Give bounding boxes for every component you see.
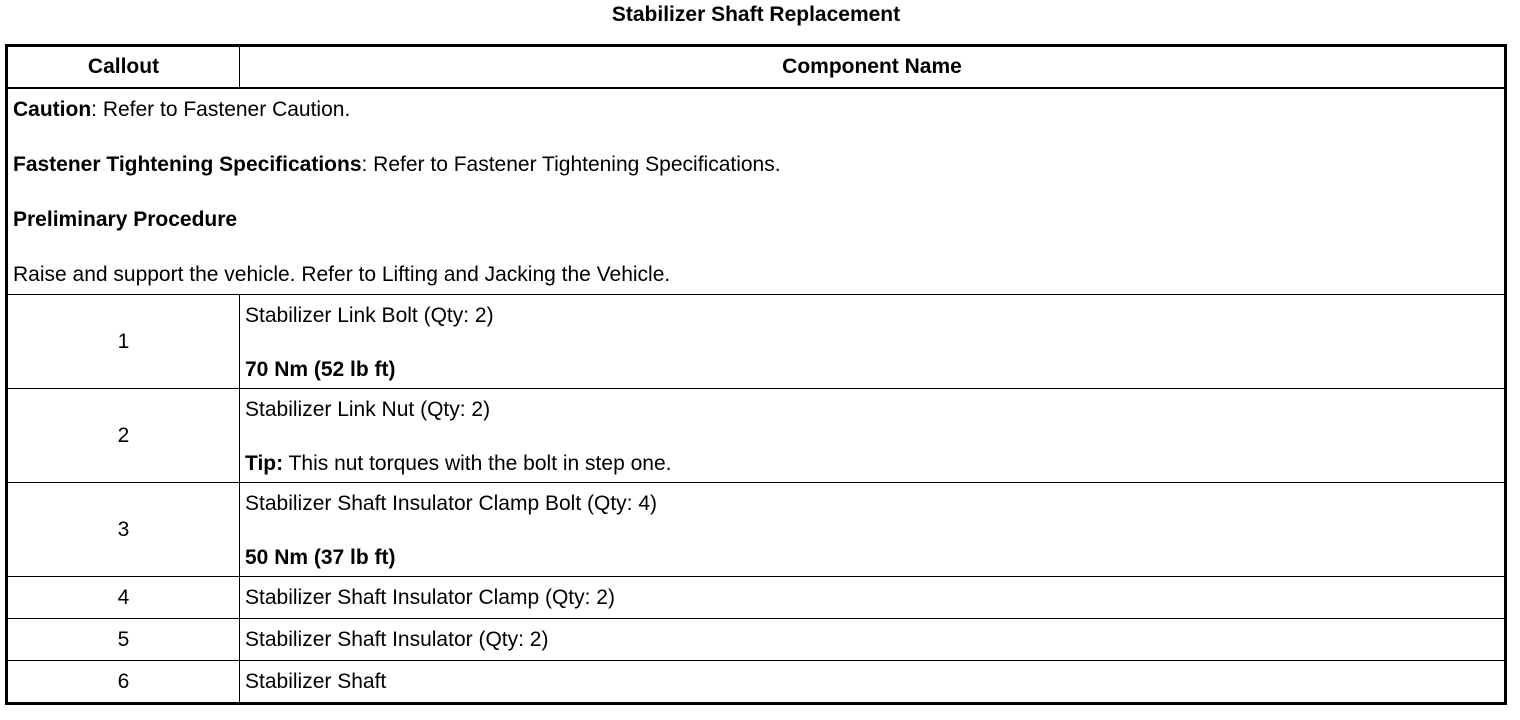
torque-spec: 50 Nm (37 lb ft) <box>245 546 396 569</box>
callout-number: 2 <box>7 389 240 483</box>
page-title: Stabilizer Shaft Replacement <box>611 3 901 26</box>
component-name: Stabilizer Shaft Insulator Clamp Bolt (Qty: 4) <box>245 492 657 515</box>
component-name: Stabilizer Link Bolt (Qty: 2) <box>245 304 494 327</box>
tip-note <box>245 451 1499 477</box>
callout-number: 4 <box>7 577 240 619</box>
notes-cell <box>7 88 1506 295</box>
fastener-note <box>13 152 1499 178</box>
preliminary-heading <box>13 207 1499 233</box>
callout-number: 1 <box>7 295 240 389</box>
component-name: Stabilizer Shaft Insulator Clamp (Qty: 2) <box>240 577 1506 619</box>
component-name-header: Component Name <box>240 46 1506 89</box>
notes-row <box>7 88 1506 295</box>
table-row <box>7 577 1506 619</box>
component-name: Stabilizer Shaft Insulator (Qty: 2) <box>240 619 1506 661</box>
component-name: Stabilizer Link Nut (Qty: 2) <box>245 398 491 421</box>
table-row <box>7 661 1506 704</box>
component-name: Stabilizer Shaft <box>240 661 1506 704</box>
callout-number: 3 <box>7 483 240 577</box>
fastener-text: : Refer to Fastener Tightening Specifications. <box>361 153 781 176</box>
table-row <box>7 295 1506 389</box>
preliminary-text: Raise and support the vehicle. Refer to Lifting and Jacking the Vehicle. <box>13 263 671 286</box>
table-row <box>7 483 1506 577</box>
table-header-row <box>7 46 1506 89</box>
callout-number: 5 <box>7 619 240 661</box>
callout-number: 6 <box>7 661 240 704</box>
table-row <box>7 619 1506 661</box>
tip-text: This nut torques with the bolt in step one. <box>283 452 672 475</box>
preliminary-label: Preliminary Procedure <box>13 208 238 231</box>
tip-label: Tip: <box>245 452 284 475</box>
component-cell <box>240 483 1506 577</box>
fastener-label: Fastener Tightening Specifications <box>13 153 362 176</box>
caution-note <box>13 97 1499 123</box>
table-row <box>7 389 1506 483</box>
component-cell <box>240 389 1506 483</box>
torque-spec: 70 Nm (52 lb ft) <box>245 358 396 381</box>
component-cell <box>240 295 1506 389</box>
caution-label: Caution <box>13 98 92 121</box>
callout-header: Callout <box>7 46 240 89</box>
procedure-table <box>5 44 1507 705</box>
caution-text: : Refer to Fastener Caution. <box>91 98 351 121</box>
